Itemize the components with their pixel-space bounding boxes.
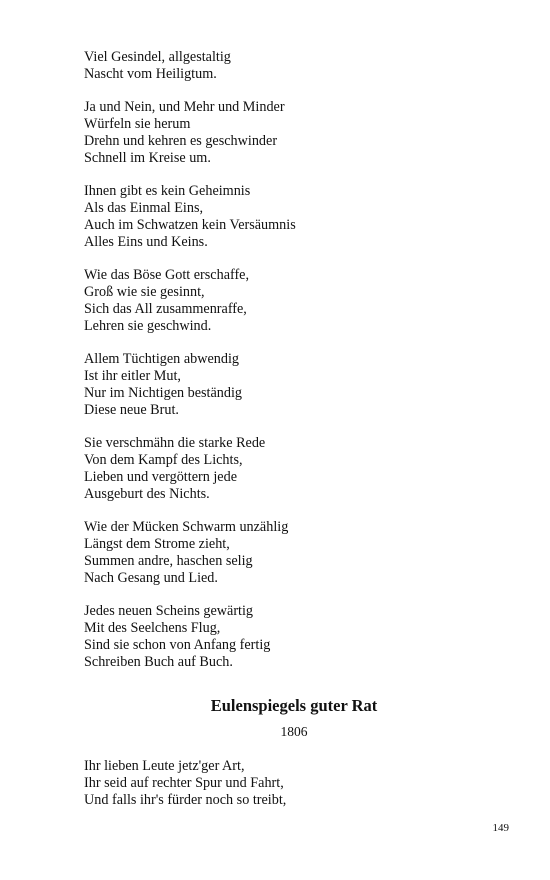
verse-line: Lehren sie geschwind. xyxy=(84,318,212,334)
stanza xyxy=(84,49,484,83)
verse-line: Mit des Seelchens Flug, xyxy=(84,620,221,636)
stanza xyxy=(84,435,484,503)
stanza xyxy=(84,183,484,251)
poem-opening xyxy=(84,758,484,809)
verse-line: Sich das All zusammenraffe, xyxy=(84,301,247,317)
verse-line: Auch im Schwatzen kein Versäumnis xyxy=(84,217,296,233)
verse-line: Ihnen gibt es kein Geheimnis xyxy=(84,183,251,199)
stanza xyxy=(84,519,484,587)
verse-line: Lieben und vergöttern jede xyxy=(84,469,237,485)
poem-year: 1806 xyxy=(280,724,308,739)
stanza xyxy=(84,603,484,671)
verse-line: Ihr seid auf rechter Spur und Fahrt, xyxy=(84,775,284,791)
verse-line: Ausgeburt des Nichts. xyxy=(84,486,210,502)
verse-line: Schnell im Kreise um. xyxy=(84,150,211,166)
verse-line: Groß wie sie gesinnt, xyxy=(84,284,205,300)
verse-line: Allem Tüchtigen abwendig xyxy=(84,351,239,367)
verse-line: Schreiben Buch auf Buch. xyxy=(84,654,233,670)
verse-line: Von dem Kampf des Lichts, xyxy=(84,452,243,468)
verse-line: Ja und Nein, und Mehr und Minder xyxy=(84,99,285,115)
poem-continuation xyxy=(84,49,484,687)
stanza xyxy=(84,267,484,335)
verse-line: Sie verschmähn die starke Rede xyxy=(84,435,266,451)
stanza xyxy=(84,351,484,419)
verse-line: Würfeln sie herum xyxy=(84,116,191,132)
verse-line: Als das Einmal Eins, xyxy=(84,200,204,216)
verse-line: Wie der Mücken Schwarm unzählig xyxy=(84,519,289,535)
verse-line: Wie das Böse Gott erschaffe, xyxy=(84,267,250,283)
verse-line: Längst dem Strome zieht, xyxy=(84,536,230,552)
verse-line: Nach Gesang und Lied. xyxy=(84,570,218,586)
verse-line: Ist ihr eitler Mut, xyxy=(84,368,181,384)
verse-line: Alles Eins und Keins. xyxy=(84,234,208,250)
verse-line: Ihr lieben Leute jetz'ger Art, xyxy=(84,758,245,774)
verse-line: Drehn und kehren es geschwinder xyxy=(84,133,278,149)
verse-line: Nur im Nichtigen beständig xyxy=(84,385,243,401)
verse-line: Summen andre, haschen selig xyxy=(84,553,253,569)
verse-line: Jedes neuen Scheins gewärtig xyxy=(84,603,254,619)
poem-title: Eulenspiegels guter Rat xyxy=(210,696,378,715)
verse-line: Nascht vom Heiligtum. xyxy=(84,66,217,82)
page-number: 149 xyxy=(492,822,509,834)
verse-line: Diese neue Brut. xyxy=(84,402,179,418)
verse-line: Sind sie schon von Anfang fertig xyxy=(84,637,271,653)
verse-line: Und falls ihr's fürder noch so treibt, xyxy=(84,792,287,808)
verse-line: Viel Gesindel, allgestaltig xyxy=(84,49,231,65)
stanza xyxy=(84,99,484,167)
